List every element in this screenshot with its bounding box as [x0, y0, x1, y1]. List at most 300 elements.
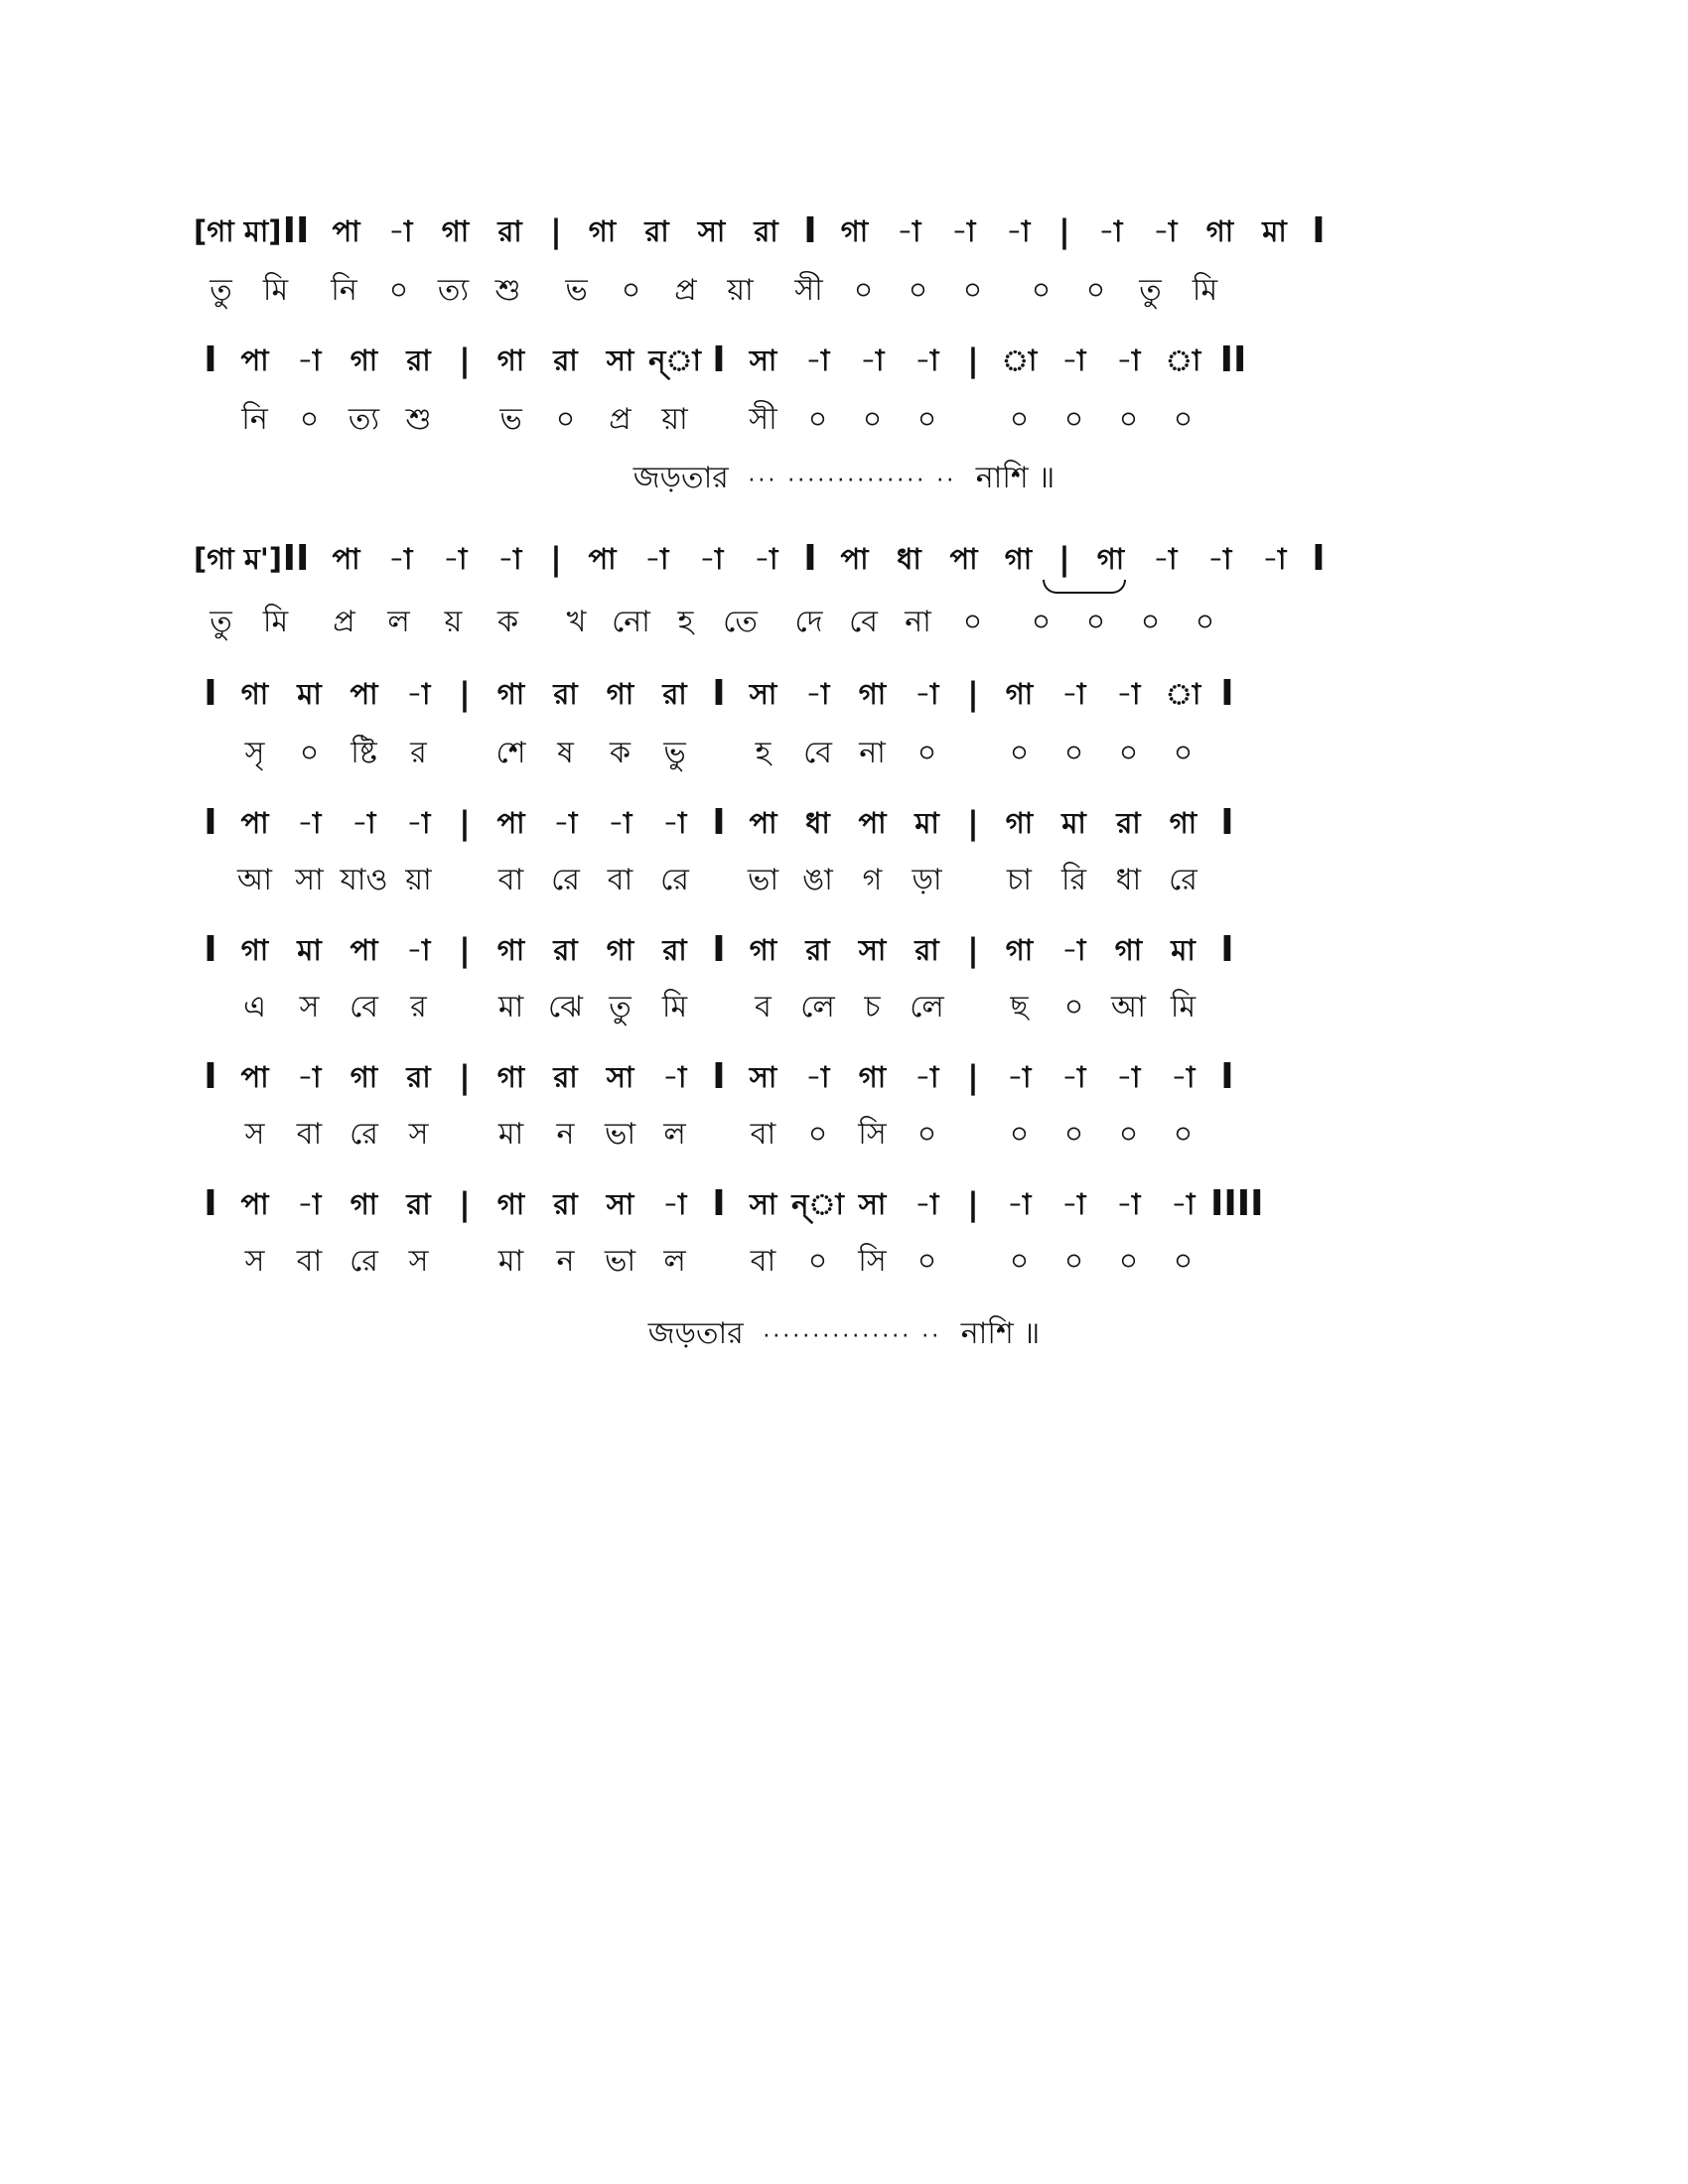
note: -া [1153, 542, 1178, 576]
note: -া [1171, 1060, 1196, 1094]
note: -া [951, 214, 976, 248]
note: পা [858, 806, 887, 840]
note: -া [805, 343, 830, 377]
note: সা [749, 1187, 777, 1221]
lyric-syllable: ০ [1063, 1244, 1084, 1279]
lyric-syllable: না [859, 736, 886, 770]
lyric-syllable: স [244, 1244, 265, 1279]
lyric-syllable: য়া [661, 402, 688, 437]
notation-line-3-notes [194, 534, 1494, 584]
note: রা [662, 933, 687, 967]
bar-line: | [459, 1185, 471, 1223]
bar-line: I [712, 929, 726, 970]
note: -া [1153, 214, 1178, 248]
lyric-syllable: তে [723, 605, 758, 639]
refrain-dots: ··· ·············· ·· [748, 469, 957, 493]
note: গা [1205, 214, 1234, 248]
notation-line-1-notes [194, 206, 1494, 256]
note: সা [858, 1187, 887, 1221]
note: -া [608, 806, 633, 840]
note: -া [1061, 677, 1086, 711]
note: -া [1007, 1060, 1032, 1094]
note: মা [297, 933, 322, 967]
note: গা [749, 933, 777, 967]
lyric-syllable: সা [295, 863, 324, 897]
lyric-syllable: ০ [1118, 1117, 1139, 1152]
note: রা [406, 343, 431, 377]
note: গা [1169, 806, 1197, 840]
lyric-syllable: ০ [916, 1244, 937, 1279]
note: -া [914, 677, 939, 711]
lyric-syllable: বে [849, 605, 878, 639]
bar-line: I [204, 1056, 217, 1097]
note: গা [606, 677, 634, 711]
note: মা [297, 677, 322, 711]
note: মা [1262, 214, 1287, 248]
note: সা [606, 1187, 634, 1221]
note: গা [350, 1060, 378, 1094]
bar-line: I [712, 673, 726, 714]
note: পা [496, 806, 525, 840]
note: মা [1061, 806, 1086, 840]
lyric-syllable: লে [800, 990, 835, 1024]
lyric-syllable: তু [210, 605, 232, 639]
note: -া [644, 542, 669, 576]
note: -া [406, 806, 431, 840]
lyric-syllable: রে [350, 1244, 378, 1279]
note: ন্া [648, 343, 701, 377]
bar-line: I [1312, 538, 1326, 579]
lyric-syllable: মি [262, 273, 289, 308]
lyric-syllable: নি [241, 402, 268, 437]
note: গা [496, 1060, 525, 1094]
lyric-syllable: নো [612, 605, 650, 639]
bar-line: I [1220, 929, 1234, 970]
notation-line-2-lyrics [194, 395, 1494, 445]
lyric-syllable: ০ [555, 402, 576, 437]
lyric-syllable: বা [607, 863, 633, 897]
lyric-syllable: ০ [962, 273, 983, 308]
lyric-syllable: ক [497, 605, 518, 639]
note: -া [1116, 1187, 1141, 1221]
lyric-syllable: ক [610, 736, 631, 770]
note: -া [1061, 933, 1086, 967]
bar-line: | [967, 931, 979, 969]
note: -া [352, 806, 376, 840]
notation-line-8-lyrics [194, 1237, 1494, 1287]
lyric-syllable: প্র [333, 605, 355, 639]
note: গা [588, 214, 617, 248]
note: গা [496, 343, 525, 377]
note: গা [240, 933, 269, 967]
note: -া [914, 343, 939, 377]
note-prefix: [গা মা] [194, 214, 282, 248]
bar-line: | [459, 931, 471, 969]
lyric-syllable: ভা [604, 1244, 636, 1279]
lyric-syllable: ন [556, 1117, 575, 1152]
lyric-syllable: মি [1170, 990, 1196, 1024]
bar-line: | [1058, 540, 1070, 578]
lyric-syllable: শু [405, 402, 432, 437]
lyric-syllable: মি [262, 605, 289, 639]
note: -া [1098, 214, 1123, 248]
note: গা [441, 214, 470, 248]
lyric-syllable: ০ [1031, 273, 1052, 308]
note: গা [496, 933, 525, 967]
lyric-syllable: র [410, 736, 427, 770]
lyric-syllable: রি [1060, 863, 1087, 897]
lyric-syllable: স [244, 1117, 265, 1152]
note: -া [1116, 677, 1141, 711]
lyric-syllable: ০ [1173, 1244, 1194, 1279]
bar-line: I [1220, 802, 1234, 843]
note: গা [1005, 806, 1034, 840]
refrain-end: নাশি ॥ [975, 461, 1055, 495]
lyric-syllable: ০ [807, 1244, 828, 1279]
lyric-syllable: খ [566, 605, 587, 639]
lyric-syllable: ড়া [912, 863, 942, 897]
lyric-syllable: ভু [663, 736, 686, 770]
note: গা [496, 677, 525, 711]
note: -া [1061, 1187, 1086, 1221]
lyric-syllable: ল [663, 1117, 686, 1152]
lyric-syllable: ত্য [437, 273, 470, 308]
lyric-syllable: তু [210, 273, 232, 308]
lyric-syllable: ০ [1118, 736, 1139, 770]
note: ন্া [791, 1187, 844, 1221]
lyric-syllable: না [905, 605, 931, 639]
bar-line: | [459, 804, 471, 842]
note: সা [606, 343, 634, 377]
note: -া [1116, 343, 1141, 377]
note: গা [606, 933, 634, 967]
lyric-syllable: ভ [499, 402, 522, 437]
bar-line: II [282, 538, 310, 579]
note: রা [1116, 806, 1141, 840]
note: সা [606, 1060, 634, 1094]
bar-line: | [967, 341, 979, 379]
bar-line: II [282, 210, 310, 251]
lyric-syllable: ঝে [548, 990, 583, 1024]
lyric-syllable: ০ [916, 736, 937, 770]
lyric-syllable: শু [494, 273, 521, 308]
note: পা [588, 542, 617, 576]
notation-line-5-notes [194, 798, 1494, 848]
lyric-syllable: রে [350, 1117, 378, 1152]
note: -া [1207, 542, 1232, 576]
notation-line-1-lyrics [194, 266, 1494, 316]
note: রা [914, 933, 939, 967]
lyric-syllable: মি [1192, 273, 1218, 308]
note: গা [1114, 933, 1143, 967]
lyric-syllable: ষ্টি [351, 736, 377, 770]
lyric-syllable: এ [243, 990, 266, 1024]
lyric-syllable: ০ [1063, 990, 1084, 1024]
lyric-syllable: তু [1139, 273, 1162, 308]
lyric-syllable: স [299, 990, 320, 1024]
note: গা [350, 1187, 378, 1221]
lyric-syllable: প্র [609, 402, 632, 437]
lyric-syllable: ০ [299, 736, 320, 770]
lyric-syllable: ভ [565, 273, 588, 308]
notation-line-7-notes [194, 1052, 1494, 1102]
lyric-syllable: প্র [674, 273, 697, 308]
lyric-syllable: বা [497, 863, 524, 897]
lyric-syllable: স [408, 1244, 429, 1279]
lyric-syllable: বে [350, 990, 378, 1024]
lyric-syllable: ধা [1115, 863, 1142, 897]
lyric-syllable: ০ [1009, 1117, 1030, 1152]
note: মা [1171, 933, 1196, 967]
note: -া [914, 1187, 939, 1221]
note: রা [644, 214, 669, 248]
lyric-syllable: মা [497, 990, 524, 1024]
bar-line: I [712, 1183, 726, 1224]
lyric-syllable: ০ [1063, 736, 1084, 770]
note: -া [1061, 343, 1086, 377]
note: -া [297, 343, 322, 377]
bar-line: I [1220, 673, 1234, 714]
lyric-syllable: সী [749, 402, 777, 437]
note: -া [497, 542, 522, 576]
lyric-syllable: ভা [747, 863, 779, 897]
lyric-syllable: হ [755, 736, 772, 770]
refrain-start: জড়তার [647, 1316, 744, 1351]
lyric-syllable: ০ [1173, 1117, 1194, 1152]
note: -া [297, 806, 322, 840]
lyric-syllable: স [408, 1117, 429, 1152]
lyric-syllable: ন [556, 1244, 575, 1279]
lyric-syllable: আ [237, 863, 272, 897]
notation-line-2-notes [194, 336, 1494, 385]
bar-line: | [967, 1185, 979, 1223]
lyric-syllable: ভা [604, 1117, 636, 1152]
note: গা [496, 1187, 525, 1221]
lyric-syllable: সি [858, 1244, 887, 1279]
note: রা [553, 1187, 578, 1221]
note: রা [754, 214, 778, 248]
note: রা [497, 214, 522, 248]
note-prefix: [গা ম'] [194, 542, 283, 576]
lyric-syllable: ০ [1009, 402, 1030, 437]
lyric-syllable: ছ [1010, 990, 1029, 1024]
lyric-syllable: ০ [862, 402, 883, 437]
bar-line: I [712, 1056, 726, 1097]
bar-line: | [1058, 212, 1070, 250]
lyric-syllable: ত্য [348, 402, 380, 437]
refrain-line-1 [0, 457, 1688, 500]
lyric-syllable: বা [296, 1117, 323, 1152]
note: গা [1005, 677, 1034, 711]
note: -া [662, 806, 687, 840]
lyric-syllable: য়া [405, 863, 432, 897]
refrain-dots: ··············· ·· [763, 1324, 942, 1349]
lyric-syllable: ০ [621, 273, 641, 308]
note: রা [406, 1187, 431, 1221]
note: -া [914, 1060, 939, 1094]
notation-line-6-lyrics [194, 983, 1494, 1032]
bar-line: | [550, 212, 562, 250]
lyric-syllable: যাও [340, 863, 388, 897]
bar-line: IIII [1210, 1183, 1264, 1224]
lyric-syllable: ০ [1140, 605, 1161, 639]
note: গা [1096, 542, 1125, 576]
lyric-syllable: ষ [557, 736, 574, 770]
note: পা [240, 806, 269, 840]
note: গা [1005, 933, 1034, 967]
lyric-syllable: ০ [1173, 736, 1194, 770]
lyric-syllable: রে [1169, 863, 1197, 897]
note: া [1165, 343, 1201, 377]
lyric-syllable: গ [862, 863, 883, 897]
bar-line: I [803, 210, 817, 251]
note: -া [860, 343, 885, 377]
lyric-syllable: সী [794, 273, 823, 308]
lyric-syllable: সৃ [244, 736, 265, 770]
lyric-syllable: ০ [1085, 273, 1106, 308]
lyric-syllable: ০ [916, 1117, 937, 1152]
bar-line: | [459, 1058, 471, 1096]
note: পা [240, 1060, 269, 1094]
bar-line: II [1219, 340, 1247, 380]
note: -া [662, 1060, 687, 1094]
bar-line: I [712, 802, 726, 843]
note: -া [297, 1187, 322, 1221]
note: রা [662, 677, 687, 711]
lyric-syllable: রে [660, 863, 689, 897]
bar-line: I [1312, 210, 1326, 251]
lyric-syllable: ০ [908, 273, 928, 308]
lyric-syllable: ০ [1173, 402, 1194, 437]
note: পা [840, 542, 869, 576]
bar-line: I [1220, 1056, 1234, 1097]
note: পা [350, 933, 378, 967]
note: -া [388, 214, 413, 248]
lyric-syllable: ০ [1118, 1244, 1139, 1279]
bar-line: I [712, 340, 726, 380]
note: গা [240, 677, 269, 711]
notation-line-7-lyrics [194, 1110, 1494, 1160]
lyric-syllable: ০ [388, 273, 409, 308]
lyric-syllable: তু [609, 990, 632, 1024]
lyric-syllable: য়া [727, 273, 754, 308]
note: গা [350, 343, 378, 377]
note: পা [350, 677, 378, 711]
lyric-syllable: রে [551, 863, 580, 897]
note: -া [1006, 214, 1031, 248]
note: সা [749, 677, 777, 711]
lyric-syllable: ০ [853, 273, 874, 308]
lyric-syllable: ০ [1195, 605, 1215, 639]
lyric-syllable: চ [864, 990, 881, 1024]
note: সা [858, 933, 887, 967]
lyric-syllable: মি [661, 990, 688, 1024]
bar-line: I [204, 802, 217, 843]
lyric-syllable: ০ [1063, 1117, 1084, 1152]
note: সা [697, 214, 726, 248]
lyric-syllable: ল [663, 1244, 686, 1279]
note: -া [1262, 542, 1287, 576]
lyric-syllable: ০ [916, 402, 937, 437]
note: -া [805, 1060, 830, 1094]
notation-line-6-notes [194, 925, 1494, 975]
lyric-syllable: ০ [807, 1117, 828, 1152]
notation-line-3-lyrics [194, 598, 1494, 647]
slur-mark [1043, 580, 1126, 594]
lyric-syllable: য় [444, 605, 463, 639]
lyric-syllable: বা [296, 1244, 323, 1279]
lyric-syllable: বা [750, 1117, 776, 1152]
lyric-syllable: ০ [1009, 736, 1030, 770]
lyric-syllable: ০ [1009, 1244, 1030, 1279]
note: গা [1004, 542, 1033, 576]
bar-line: | [550, 540, 562, 578]
note: -া [754, 542, 778, 576]
lyric-syllable: সি [858, 1117, 887, 1152]
lyric-syllable: লে [910, 990, 944, 1024]
note: পা [749, 806, 777, 840]
note: -া [662, 1187, 687, 1221]
lyric-syllable: আ [1111, 990, 1146, 1024]
note: -া [897, 214, 921, 248]
note: মা [914, 806, 939, 840]
bar-line: | [967, 1058, 979, 1096]
note: ধা [897, 542, 921, 576]
lyric-syllable: ০ [299, 402, 320, 437]
lyric-syllable: নি [331, 273, 357, 308]
note: পা [240, 343, 269, 377]
lyric-syllable: ব [755, 990, 772, 1024]
note: সা [749, 343, 777, 377]
note: রা [553, 677, 578, 711]
lyric-syllable: মা [497, 1244, 524, 1279]
note: রা [553, 343, 578, 377]
note: ধা [805, 806, 830, 840]
bar-line: I [204, 1183, 217, 1224]
lyric-syllable: বে [803, 736, 832, 770]
note: -া [406, 933, 431, 967]
note: সা [749, 1060, 777, 1094]
notation-line-4-lyrics [194, 729, 1494, 778]
notation-line-8-notes [194, 1179, 1494, 1229]
lyric-syllable: ০ [1063, 402, 1084, 437]
note: রা [553, 1060, 578, 1094]
note: -া [297, 1060, 322, 1094]
note: -া [699, 542, 724, 576]
note: গা [840, 214, 869, 248]
lyric-syllable: ল [387, 605, 410, 639]
note: পা [240, 1187, 269, 1221]
bar-line: | [459, 341, 471, 379]
refrain-end: নাশি ॥ [960, 1316, 1041, 1351]
note: রা [553, 933, 578, 967]
note: পা [332, 214, 360, 248]
lyric-syllable: চা [1007, 863, 1032, 897]
notation-line-4-notes [194, 669, 1494, 719]
lyric-syllable: ০ [1031, 605, 1052, 639]
note: -া [1171, 1187, 1196, 1221]
refrain-line-2 [0, 1312, 1688, 1356]
note: -া [388, 542, 413, 576]
lyric-syllable: শে [495, 736, 526, 770]
note: -া [553, 806, 578, 840]
note: পা [332, 542, 360, 576]
lyric-syllable: ০ [962, 605, 983, 639]
bar-line: | [459, 675, 471, 713]
note: া [1165, 677, 1201, 711]
note: গা [858, 1060, 887, 1094]
lyric-syllable: হ [677, 605, 694, 639]
